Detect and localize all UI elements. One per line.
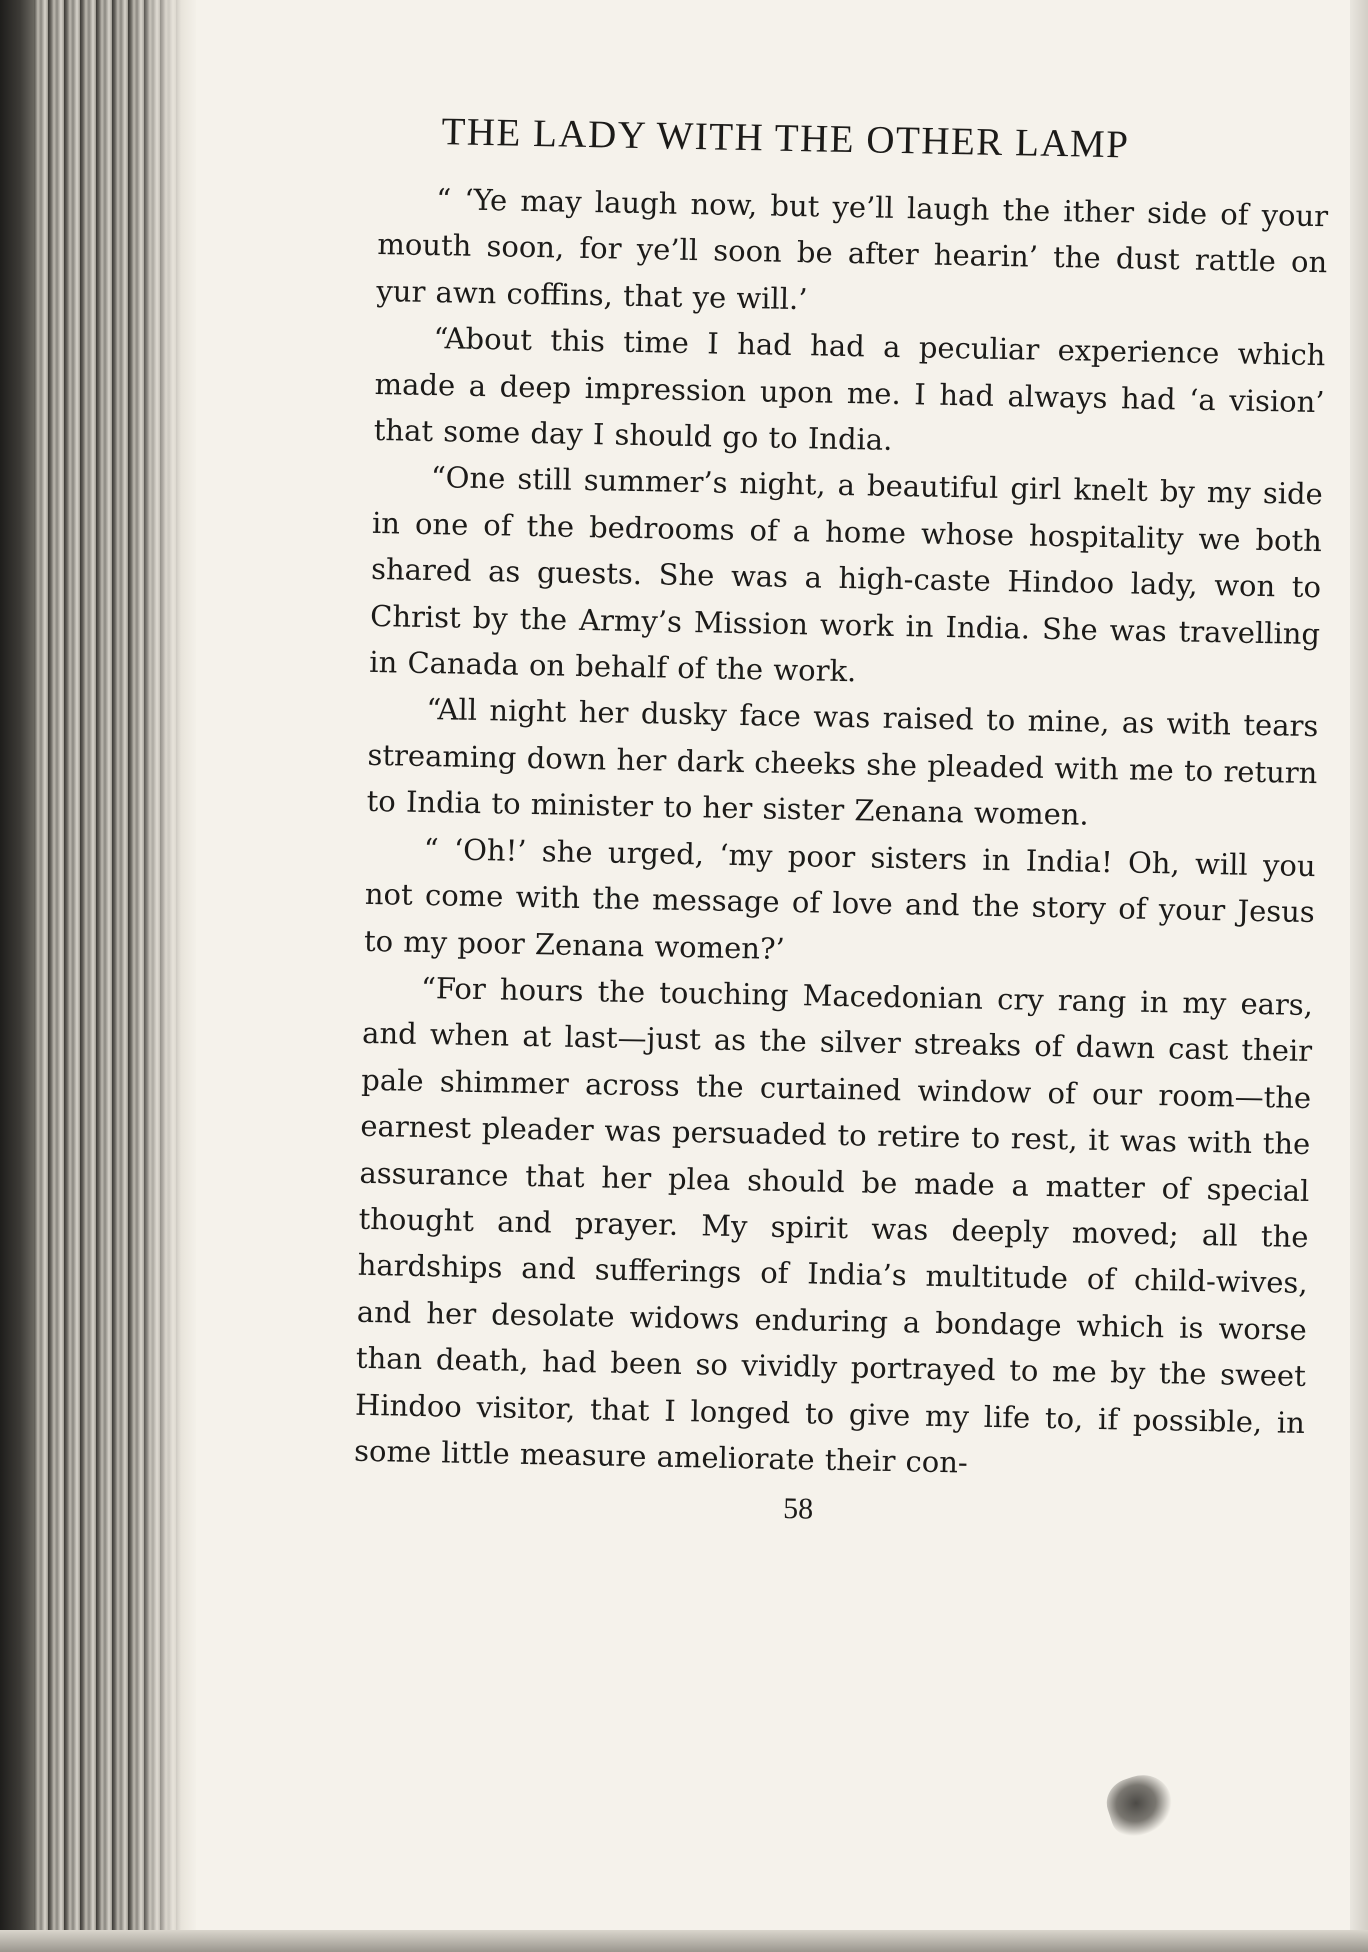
page-text-block: [353, 108, 1330, 1536]
running-head: THE LADY WITH THE OTHER LAMP: [441, 110, 1130, 167]
paragraph-6: “For hours the touching Macedonian cry rang in my ears, and when at last—just as the silver streaks of dawn cast their pale shimmer across the curtained window of our room—the earnest pleader was persuaded to retire to rest, it was with the assurance that her plea should be made a matter of special thought and prayer. My spirit was deeply moved; all the hardships and sufferings of India’s multitude of child-wives, and her desolate widows enduring a bondage which is worse than death, had been so vividly portrayed to me by the sweet Hindoo visitor, that I longed to give my life to, if possible, in some little measure ameliorate their con-: [353, 970, 1314, 1480]
book-spine-shadow: [0, 0, 34, 1952]
paragraph-1: “ ‘Ye may laugh now, but ye’ll laugh the ither side of your mouth soon, for ye’ll soon be after hearin’ the dust rattle on yur awn coffins, that ye will.’: [376, 182, 1329, 317]
bottom-page-edge: [0, 1930, 1368, 1952]
page-number: 58: [782, 1492, 814, 1526]
paragraph-4: “All night her dusky face was raised to mine, as with tears streaming down her dark cheeks she pleaded with me to return to India to minister to her sister Zenana women.: [366, 692, 1319, 833]
paragraph-3: “One still summer’s night, a beautiful girl knelt by my side in one of the bedrooms of a home whose hospitality we both shared as guests. She was a high-caste Hindoo lady, won to Christ by the Army’s Mission work in India. She was travelling in Canada on behalf of the work.: [369, 460, 1324, 689]
ink-smudge-mark: [1101, 1768, 1180, 1843]
right-page-edge: [1350, 0, 1368, 1952]
paragraph-2: “About this time I had had a peculiar experience which made a deep impression upon me. I had always had ‘a vision’ that some day I should go to India.: [373, 321, 1326, 457]
paragraph-5: “ ‘Oh!’ she urged, ‘my poor sisters in India! Oh, will you not come with the message of love and the story of your Jesus to my poor Zenana women?’: [363, 831, 1316, 966]
